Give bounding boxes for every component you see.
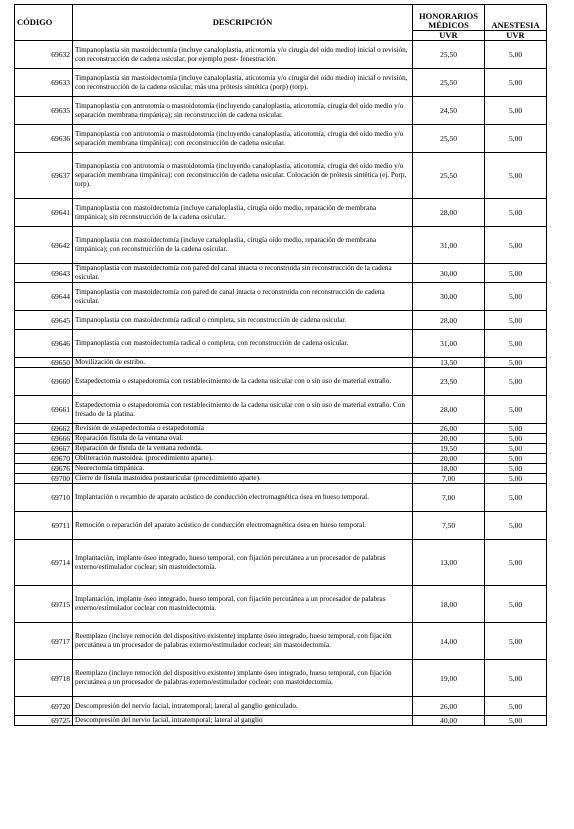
table-row xyxy=(15,424,547,434)
table-row xyxy=(15,474,547,484)
table-row xyxy=(15,586,547,623)
row-anestesia: 5,00 xyxy=(485,660,547,697)
row-description: Timpanoplastia con antrotomía o mastoidotomía (incluyendo canaloplastia, aticotomía, cirugía del oído medio y/o separación membrana timpánica); sin reconstrucción de cadena osicular. xyxy=(73,97,413,125)
row-honorarios: 26,00 xyxy=(413,424,485,434)
row-honorarios: 25,50 xyxy=(413,69,485,97)
row-code: 69643 xyxy=(15,264,73,283)
row-honorarios: 28,00 xyxy=(413,199,485,227)
row-code: 69715 xyxy=(15,586,73,623)
row-code: 69666 xyxy=(15,434,73,444)
row-description: Estapedectomía o estapedotomía con restablecimiento de la cadena osicular con o sin uso de material extraño. xyxy=(73,368,413,396)
header-descripcion: DESCRIPCIÓN xyxy=(73,5,413,41)
row-anestesia: 5,00 xyxy=(485,368,547,396)
row-honorarios: 28,00 xyxy=(413,396,485,424)
row-description: Timpanoplastia con antrotomía o mastoidotomía (incluyendo canaloplastia, aticotomía, cirugía del oído medio y/o separación membrana timpánica); con reconstrucción de cadena osicular. Colocación de prótesis sintética (ej. Porp, torp). xyxy=(73,153,413,199)
row-honorarios: 7,00 xyxy=(413,484,485,512)
table-row xyxy=(15,97,547,125)
row-code: 69633 xyxy=(15,69,73,97)
table-row xyxy=(15,358,547,368)
row-honorarios: 30,00 xyxy=(413,283,485,311)
row-description: Timpanoplastia sin mastoidectomía (incluye canaloplastia, aticotomía y/o cirugía del oído medio) inicial o revisión, con reconstrucción de la cadena osicular, más una prótesis sintética (porp) (torp). xyxy=(73,69,413,97)
row-honorarios: 13,50 xyxy=(413,358,485,368)
row-anestesia: 5,00 xyxy=(485,330,547,358)
row-code: 69650 xyxy=(15,358,73,368)
table-row xyxy=(15,330,547,358)
row-code: 69661 xyxy=(15,396,73,424)
table-row xyxy=(15,540,547,586)
row-anestesia: 5,00 xyxy=(485,512,547,540)
table-row xyxy=(15,454,547,464)
row-description: Revisión de estapedectomía o estapedotomía xyxy=(73,424,413,434)
row-honorarios: 25,50 xyxy=(413,125,485,153)
row-code: 69725 xyxy=(15,716,73,726)
row-description: Descompresión del nervio facial, intratemporal; lateral al ganglio geniculado. xyxy=(73,697,413,716)
row-code: 69642 xyxy=(15,227,73,264)
row-description: Timpanoplastia con mastoidectomía radical o completa, con reconstrucción de cadena osicular. xyxy=(73,330,413,358)
row-code: 69632 xyxy=(15,41,73,69)
row-anestesia: 5,00 xyxy=(485,484,547,512)
row-description: Timpanoplastia con mastoidectomía con pared de canal intacta o reconstruida con reconstrucción de cadena osicular. xyxy=(73,283,413,311)
row-anestesia: 5,00 xyxy=(485,434,547,444)
row-description: Timpanoplastia con mastoidectomía radical o completa, sin reconstrucción de cadena osicular. xyxy=(73,311,413,330)
table-row xyxy=(15,434,547,444)
row-honorarios: 25,50 xyxy=(413,41,485,69)
row-code: 69718 xyxy=(15,660,73,697)
row-anestesia: 5,00 xyxy=(485,474,547,484)
row-description: Neurectomía timpánica. xyxy=(73,464,413,474)
row-description: Timpanoplastia sin mastoidectomía (incluye canaloplastia, aticotomía y/o cirugía del oído medio) inicial o revisión, con reconstrucción de cadena osicular, por ejemplo post- fenestración. xyxy=(73,41,413,69)
row-anestesia: 5,00 xyxy=(485,264,547,283)
row-honorarios: 20,00 xyxy=(413,454,485,464)
row-description: Reemplazo (incluye remoción del dispositivo existente) implante óseo integrado, hueso temporal, con fijación percutánea a un procesador de palabras externo/estimulador coclear; sin mastoidectomía. xyxy=(73,623,413,660)
row-honorarios: 31,00 xyxy=(413,227,485,264)
row-description: Reparación fístula de la ventana oval. xyxy=(73,434,413,444)
row-code: 69662 xyxy=(15,424,73,434)
header-uvr-anestesia: UVR xyxy=(485,31,547,41)
row-code: 69660 xyxy=(15,368,73,396)
row-code: 69670 xyxy=(15,454,73,464)
row-code: 69710 xyxy=(15,484,73,512)
row-anestesia: 5,00 xyxy=(485,41,547,69)
row-code: 69720 xyxy=(15,697,73,716)
row-code: 69700 xyxy=(15,474,73,484)
row-honorarios: 30,00 xyxy=(413,264,485,283)
row-anestesia: 5,00 xyxy=(485,424,547,434)
row-description: Estapedectomía o estapedotomía con restablecimiento de la cadena osicular con o sin uso de material extraño. Con fresado de la platina. xyxy=(73,396,413,424)
row-honorarios: 18,00 xyxy=(413,464,485,474)
tariff-table xyxy=(14,4,547,726)
row-honorarios: 13,00 xyxy=(413,540,485,586)
table-row xyxy=(15,660,547,697)
table-row xyxy=(15,368,547,396)
row-code: 69676 xyxy=(15,464,73,474)
row-code: 69641 xyxy=(15,199,73,227)
row-anestesia: 5,00 xyxy=(485,97,547,125)
table-row xyxy=(15,125,547,153)
row-anestesia: 5,00 xyxy=(485,464,547,474)
row-code: 69636 xyxy=(15,125,73,153)
table-row xyxy=(15,444,547,454)
table-row xyxy=(15,623,547,660)
row-honorarios: 23,50 xyxy=(413,368,485,396)
header-anestesia: ANESTESIA xyxy=(485,5,547,31)
row-honorarios: 26,00 xyxy=(413,697,485,716)
row-description: Reparación de fístula de la ventana redonda. xyxy=(73,444,413,454)
row-anestesia: 5,00 xyxy=(485,227,547,264)
row-honorarios: 14,00 xyxy=(413,623,485,660)
row-anestesia: 5,00 xyxy=(485,69,547,97)
row-description: Timpanoplastia con mastoidectomía con pared del canal intacta o reconstruida sin reconstrucción de la cadena osicular. xyxy=(73,264,413,283)
row-description: Cierre de fístula mastoidea postauricular (procedimiento aparte). xyxy=(73,474,413,484)
row-code: 69645 xyxy=(15,311,73,330)
row-anestesia: 5,00 xyxy=(485,125,547,153)
row-honorarios: 25,50 xyxy=(413,153,485,199)
table-row xyxy=(15,311,547,330)
table-row xyxy=(15,69,547,97)
row-anestesia: 5,00 xyxy=(485,586,547,623)
table-row xyxy=(15,697,547,716)
row-description: Implantación, implante óseo integrado, hueso temporal, con fijación percutánea a un procesador de palabras externo/estimulador coclear con mastoidectomía. xyxy=(73,586,413,623)
table-row xyxy=(15,227,547,264)
row-description: Obliteración mastoidea. (procedimiento aparte). xyxy=(73,454,413,464)
header-uvr-honorarios: UVR xyxy=(413,31,485,41)
row-anestesia: 5,00 xyxy=(485,396,547,424)
row-code: 69717 xyxy=(15,623,73,660)
table-row xyxy=(15,512,547,540)
row-code: 69714 xyxy=(15,540,73,586)
row-code: 69711 xyxy=(15,512,73,540)
table-row xyxy=(15,41,547,69)
row-honorarios: 19,00 xyxy=(413,660,485,697)
row-honorarios: 7,50 xyxy=(413,512,485,540)
header-codigo: CÓDIGO xyxy=(15,5,73,41)
row-honorarios: 28,00 xyxy=(413,311,485,330)
table-body xyxy=(15,41,547,726)
row-code: 69635 xyxy=(15,97,73,125)
table-row xyxy=(15,484,547,512)
row-description: Implantación, implante óseo integrado, hueso temporal, con fijación percutánea a un procesador de palabras externo/estimulador coclear; sin mastoidectomía. xyxy=(73,540,413,586)
row-anestesia: 5,00 xyxy=(485,311,547,330)
row-honorarios: 40,00 xyxy=(413,716,485,726)
row-anestesia: 5,00 xyxy=(485,199,547,227)
row-description: Implantación o recambio de aparato acústico de conducción electromagnética ósea en hueso temporal. xyxy=(73,484,413,512)
row-anestesia: 5,00 xyxy=(485,153,547,199)
row-anestesia: 5,00 xyxy=(485,623,547,660)
row-anestesia: 5,00 xyxy=(485,697,547,716)
row-description: Timpanoplastia con mastoidectomía (incluye canaloplastia, cirugía oído medio, reparación de membrana timpánica); sin reconstrucción de la cadena osicular. xyxy=(73,199,413,227)
table-row xyxy=(15,153,547,199)
row-honorarios: 7,00 xyxy=(413,474,485,484)
row-anestesia: 5,00 xyxy=(485,540,547,586)
table-row xyxy=(15,264,547,283)
table-row xyxy=(15,396,547,424)
row-honorarios: 19,50 xyxy=(413,444,485,454)
row-description: Timpanoplastia con mastoidectomía (incluye canaloplastia, cirugía oído medio, reparación de membrana timpánica); con reconstrucción de la cadena osicular. xyxy=(73,227,413,264)
row-honorarios: 24,50 xyxy=(413,97,485,125)
table-row xyxy=(15,716,547,726)
row-description: Reemplazo (incluye remoción del dispositivo existente) implante óseo integrado, hueso temporal, con fijación percutánea a un procesador de palabras externo/estimulador coclear; con mastoidectomía. xyxy=(73,660,413,697)
row-code: 69646 xyxy=(15,330,73,358)
row-code: 69644 xyxy=(15,283,73,311)
table-row xyxy=(15,199,547,227)
row-description: Remoción o reparación del aparato acústico de conducción electromagnética ósea en hueso temporal. xyxy=(73,512,413,540)
row-honorarios: 31,00 xyxy=(413,330,485,358)
row-description: Movilización de estribo. xyxy=(73,358,413,368)
table-row xyxy=(15,283,547,311)
table-row xyxy=(15,464,547,474)
row-honorarios: 18,00 xyxy=(413,586,485,623)
row-anestesia: 5,00 xyxy=(485,454,547,464)
row-anestesia: 5,00 xyxy=(485,716,547,726)
row-code: 69667 xyxy=(15,444,73,454)
row-honorarios: 20,00 xyxy=(413,434,485,444)
row-anestesia: 5,00 xyxy=(485,283,547,311)
row-anestesia: 5,00 xyxy=(485,358,547,368)
row-description: Descompresión del nervio facial, intratemporal; lateral al ganglio xyxy=(73,716,413,726)
row-code: 69637 xyxy=(15,153,73,199)
row-description: Timpanoplastia con antrotomía o mastoidotomía (incluyendo canaloplastia, aticotomía, cirugía del oído medio y/o separación membrana timpánica); con reconstrucción de cadena osicular. xyxy=(73,125,413,153)
header-honorarios: HONORARIOS MÉDICOS xyxy=(413,5,485,31)
row-anestesia: 5,00 xyxy=(485,444,547,454)
